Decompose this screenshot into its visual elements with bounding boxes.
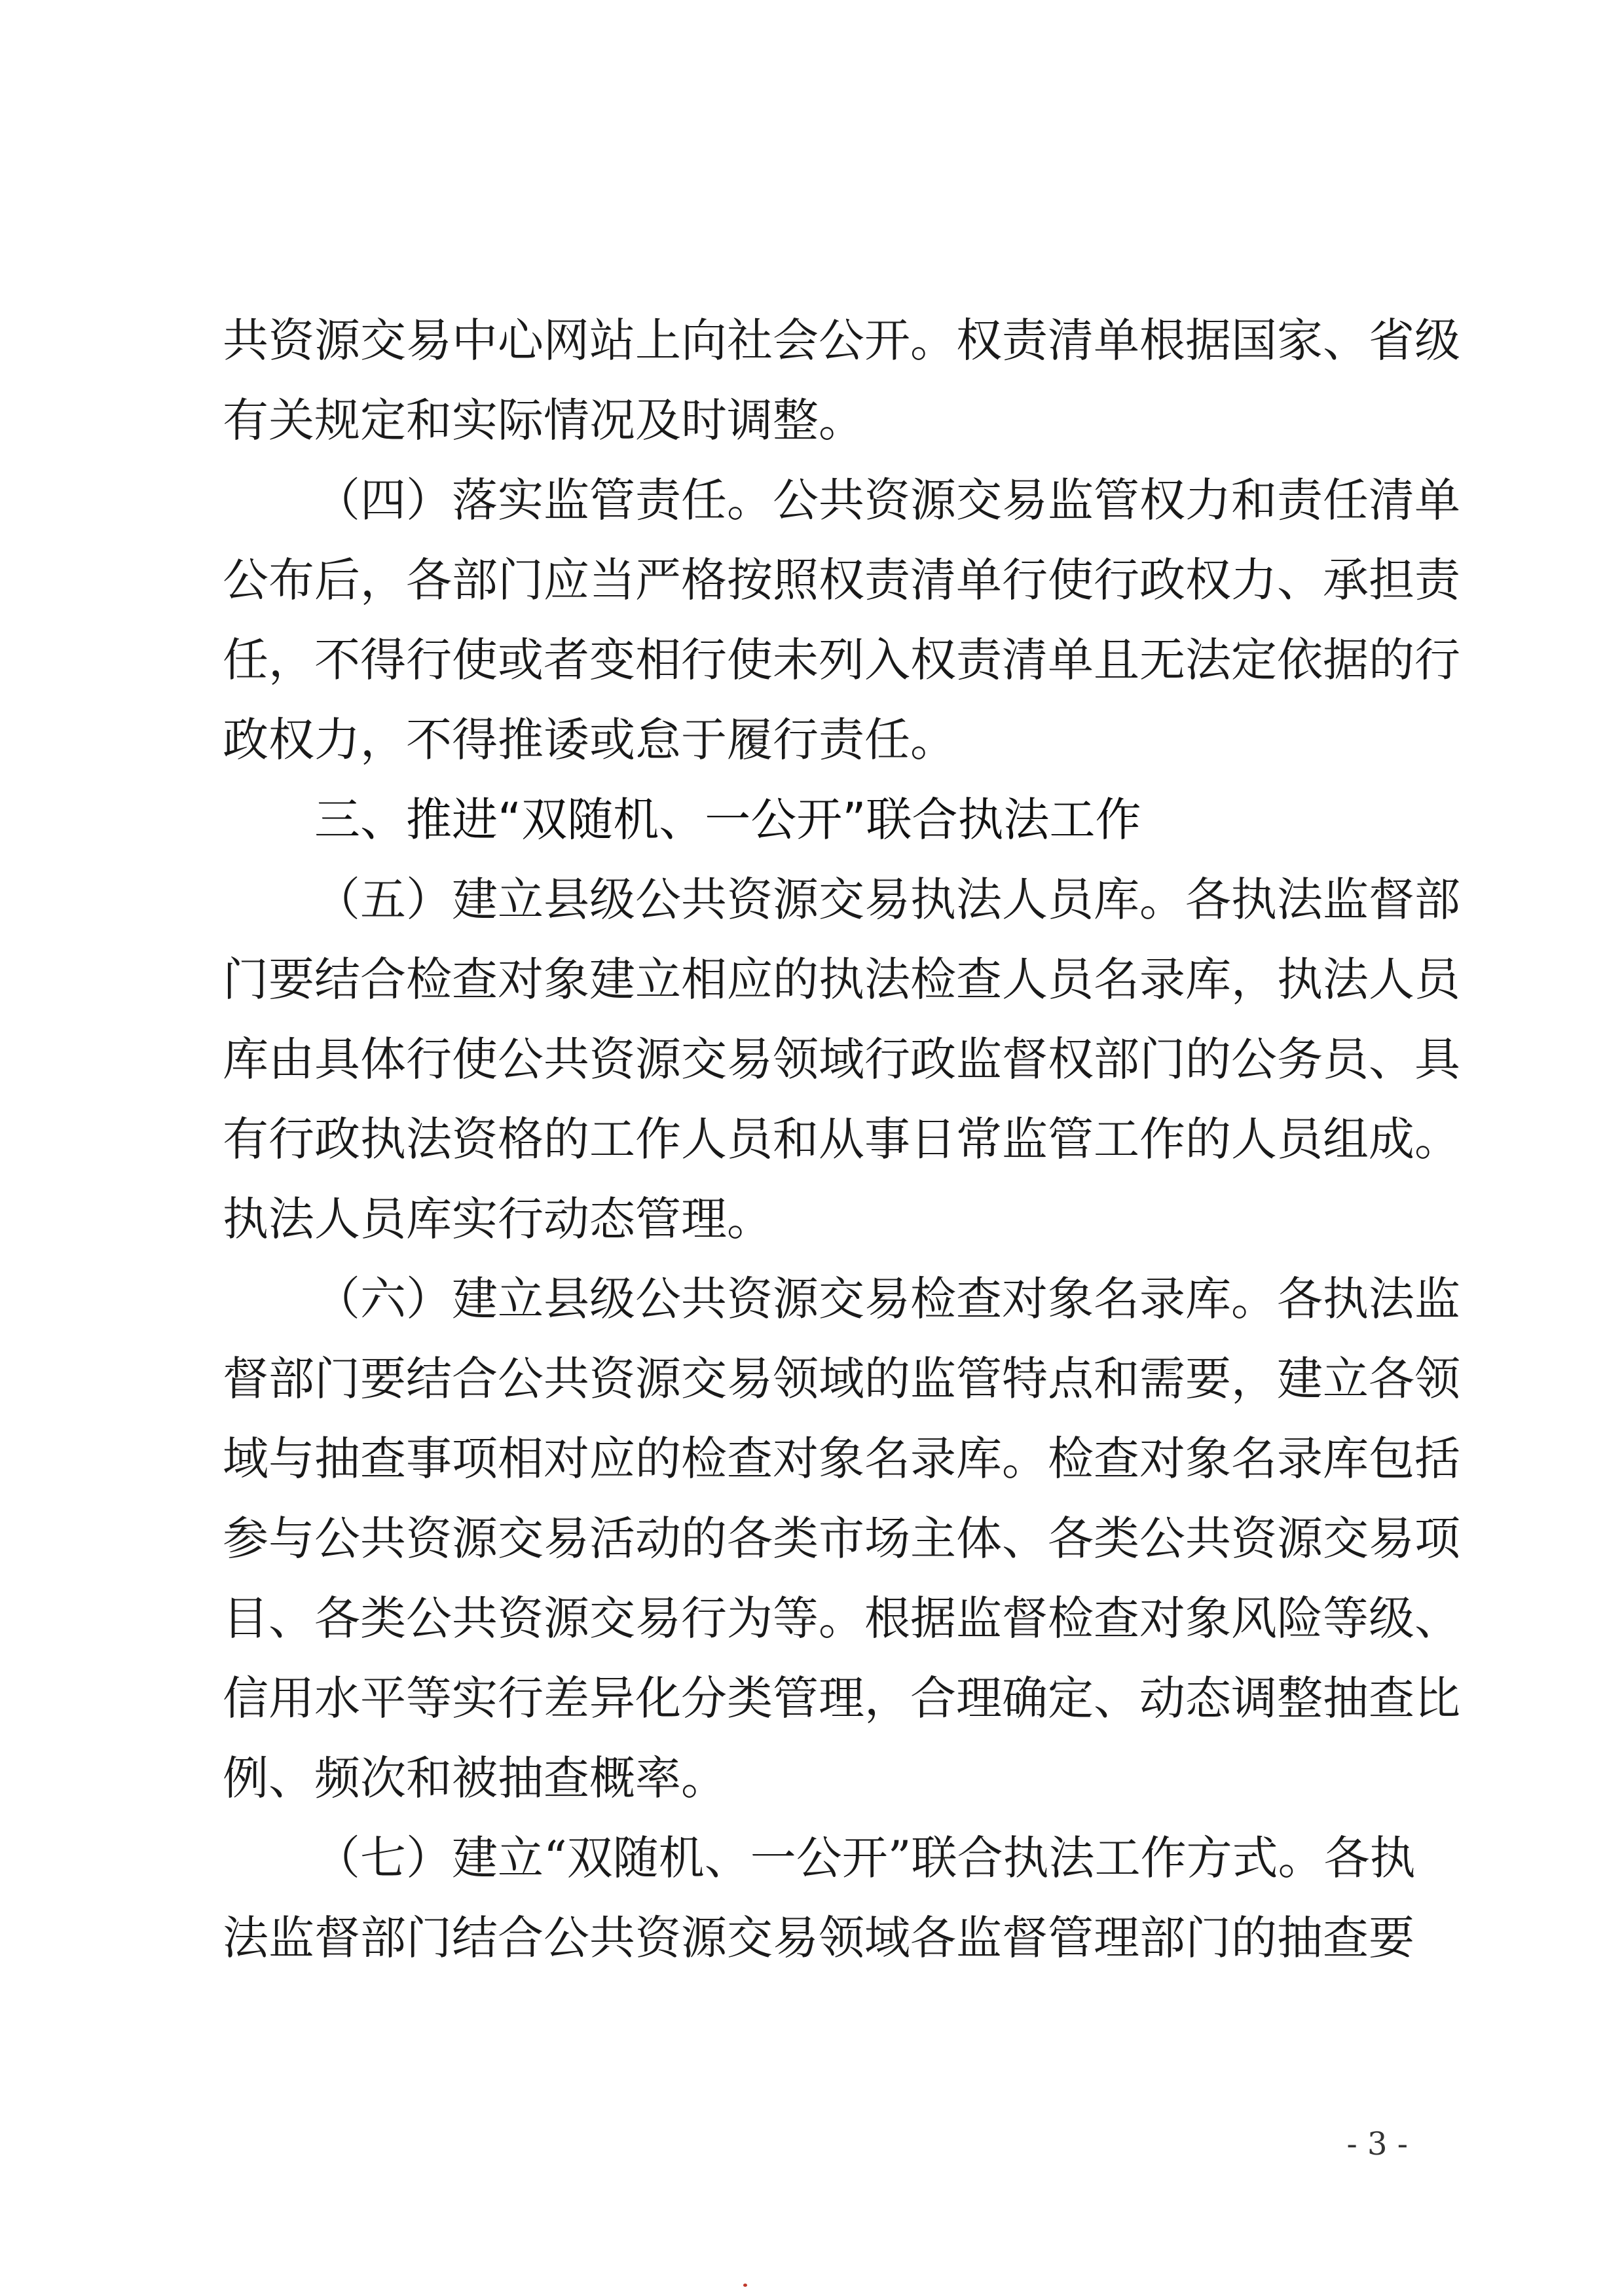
body-text-line: 政权力，不得推诿或怠于履行责任。 bbox=[223, 713, 956, 767]
body-text-line: 督部门要结合公共资源交易领域的监管特点和需要，建立各领 bbox=[223, 1352, 1460, 1406]
body-text-line: 执法人员库实行动态管理。 bbox=[223, 1192, 773, 1246]
paragraph-6-line: （六）建立县级公共资源交易检查对象名录库。各执法监 bbox=[314, 1272, 1460, 1326]
paragraph-5-line: （五）建立县级公共资源交易执法人员库。各执法监督部 bbox=[314, 873, 1460, 926]
body-text-line: 目、各类公共资源交易行为等。根据监督检查对象风险等级、 bbox=[223, 1592, 1460, 1645]
body-text-line: 公布后，各部门应当严格按照权责清单行使行政权力、承担责 bbox=[223, 553, 1460, 607]
body-text-line: 门要结合检查对象建立相应的执法检查人员名录库，执法人员 bbox=[223, 953, 1460, 1006]
paragraph-7-line: （七）建立“双随机、一公开”联合执法工作方式。各执 bbox=[314, 1831, 1416, 1885]
paragraph-4-line: （四）落实监管责任。公共资源交易监管权力和责任清单 bbox=[314, 473, 1460, 527]
body-text-line: 法监督部门结合公共资源交易领域各监督管理部门的抽查要 bbox=[223, 1911, 1414, 1965]
page-number: - 3 - bbox=[1346, 2126, 1408, 2162]
body-text-line: 域与抽查事项相对应的检查对象名录库。检查对象名录库包括 bbox=[223, 1432, 1460, 1485]
body-text-line: 有关规定和实际情况及时调整。 bbox=[223, 393, 864, 447]
body-text-line: 共资源交易中心网站上向社会公开。权责清单根据国家、省级 bbox=[223, 314, 1460, 367]
section-heading: 三、推进“双随机、一公开”联合执法工作 bbox=[314, 793, 1141, 847]
body-text-line: 参与公共资源交易活动的各类市场主体、各类公共资源交易项 bbox=[223, 1512, 1460, 1565]
body-text-line: 例、频次和被抽查概率。 bbox=[223, 1751, 727, 1805]
body-text-line: 信用水平等实行差异化分类管理，合理确定、动态调整抽查比 bbox=[223, 1671, 1460, 1725]
body-text-line: 有行政执法资格的工作人员和从事日常监管工作的人员组成。 bbox=[223, 1112, 1460, 1166]
body-text-line: 库由具体行使公共资源交易领域行政监督权部门的公务员、具 bbox=[223, 1032, 1460, 1086]
body-text-line: 任，不得行使或者变相行使未列入权责清单且无法定依据的行 bbox=[223, 633, 1460, 687]
scan-speck bbox=[743, 2284, 747, 2287]
